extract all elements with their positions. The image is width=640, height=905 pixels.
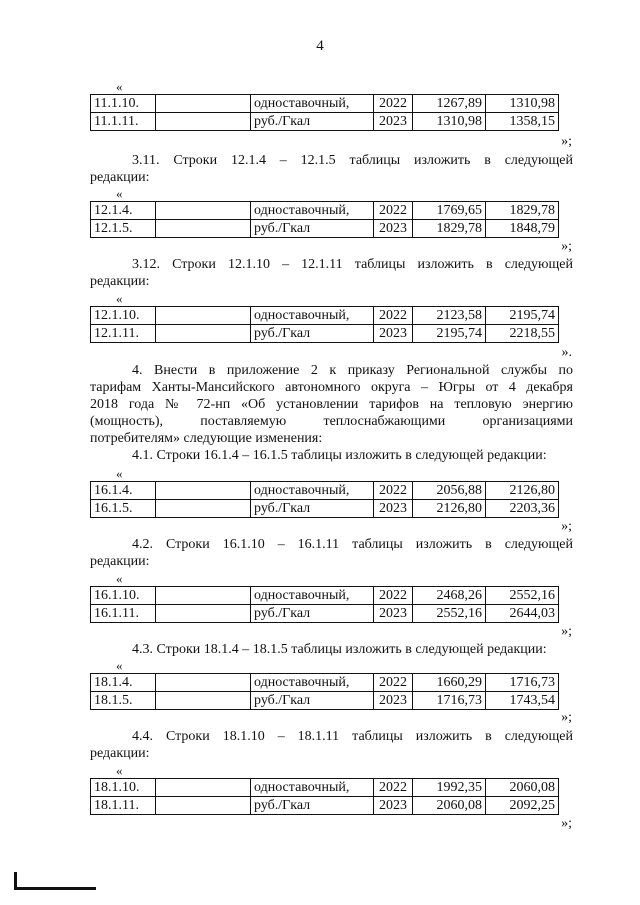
open-quote: « [116,466,123,481]
row-value-1: 1716,73 [413,692,486,710]
table-row [91,605,559,623]
paragraph-line: редакции: [90,274,150,289]
row-type: руб./Гкал [251,325,374,343]
row-code: 11.1.11. [91,113,156,131]
close-quote: »; [561,519,572,534]
row-name [156,500,251,518]
page-number: 4 [316,38,324,54]
row-value-1: 2123,58 [413,307,486,325]
row-value-1: 1769,65 [413,202,486,220]
close-quote: »; [561,134,572,149]
open-quote: « [116,571,123,586]
row-year: 2022 [374,95,413,113]
row-code: 12.1.11. [91,325,156,343]
row-type: руб./Гкал [251,797,374,815]
table-row [91,674,559,692]
paragraph-4-4 [90,728,573,762]
row-value-2: 1829,78 [486,202,559,220]
row-name [156,605,251,623]
close-quote: »; [561,710,572,725]
row-name [156,482,251,500]
row-year: 2023 [374,692,413,710]
table-row [91,95,559,113]
row-year: 2023 [374,113,413,131]
open-quote: « [116,79,123,94]
table-row [91,500,559,518]
row-type: одноставочный, [251,307,374,325]
row-year: 2022 [374,779,413,797]
row-type: одноставочный, [251,779,374,797]
row-value-1: 2195,74 [413,325,486,343]
row-value-2: 1358,15 [486,113,559,131]
row-name [156,202,251,220]
row-code: 16.1.4. [91,482,156,500]
row-value-1: 2552,16 [413,605,486,623]
row-value-2: 2126,80 [486,482,559,500]
row-code: 16.1.11. [91,605,156,623]
row-value-2: 2195,74 [486,307,559,325]
row-year: 2023 [374,605,413,623]
row-code: 16.1.5. [91,500,156,518]
paragraph-line: 3.11. Строки 12.1.4 – 12.1.5 таблицы изложить в следующей [132,153,573,168]
row-value-2: 1743,54 [486,692,559,710]
row-code: 16.1.10. [91,587,156,605]
table-row [91,220,559,238]
row-type: одноставочный, [251,587,374,605]
paragraph-3-12 [90,256,573,290]
open-quote: « [116,186,123,201]
table-row [91,482,559,500]
row-value-1: 1267,89 [413,95,486,113]
row-name [156,587,251,605]
paragraph-line: 4.4. Строки 18.1.10 – 18.1.11 таблицы изложить в следующей [132,729,573,744]
tariff-table-5 [90,586,559,623]
paragraph-4-3-wrap [90,641,573,658]
tariff-table-6 [90,673,559,710]
open-quote: « [116,763,123,778]
tariff-table-3 [90,306,559,343]
row-value-2: 2060,08 [486,779,559,797]
row-name [156,779,251,797]
row-name [156,325,251,343]
table-row [91,692,559,710]
paragraph-line: 3.12. Строки 12.1.10 – 12.1.11 таблицы изложить в следующей [132,257,573,272]
close-quote: »; [561,239,572,254]
row-year: 2022 [374,482,413,500]
table-row [91,797,559,815]
paragraph-line: редакции: [90,554,150,569]
row-name [156,692,251,710]
row-value-2: 1716,73 [486,674,559,692]
row-value-2: 1310,98 [486,95,559,113]
row-value-2: 2218,55 [486,325,559,343]
paragraph-line: редакции: [90,746,150,761]
row-value-1: 2060,08 [413,797,486,815]
row-value-1: 1660,29 [413,674,486,692]
open-quote: « [116,658,123,673]
paragraph-3-11 [90,152,573,186]
tariff-table-7 [90,778,559,815]
row-value-1: 2468,26 [413,587,486,605]
row-code: 18.1.4. [91,674,156,692]
row-value-1: 2056,88 [413,482,486,500]
row-value-1: 2126,80 [413,500,486,518]
row-year: 2022 [374,587,413,605]
paragraph-line: 4. Внести в приложение 2 к приказу Региональной службы по [132,363,573,378]
scan-footer-mark [14,887,96,890]
row-code: 18.1.10. [91,779,156,797]
close-quote: »; [561,624,572,639]
row-value-1: 1310,98 [413,113,486,131]
paragraph-4 [90,362,573,464]
paragraph-4-1: 4.1. Строки 16.1.4 – 16.1.5 таблицы изложить в следующей редакции: [132,448,547,463]
row-year: 2023 [374,500,413,518]
row-type: одноставочный, [251,202,374,220]
row-name [156,674,251,692]
row-year: 2022 [374,202,413,220]
row-type: руб./Гкал [251,500,374,518]
row-code: 12.1.4. [91,202,156,220]
open-quote: « [116,291,123,306]
row-code: 12.1.5. [91,220,156,238]
tariff-table-2 [90,201,559,238]
row-code: 18.1.11. [91,797,156,815]
row-type: руб./Гкал [251,692,374,710]
row-type: одноставочный, [251,674,374,692]
row-type: руб./Гкал [251,605,374,623]
paragraph-line: 4.2. Строки 16.1.10 – 16.1.11 таблицы изложить в следующей [132,537,573,552]
row-type: руб./Гкал [251,220,374,238]
row-value-1: 1992,35 [413,779,486,797]
row-type: одноставочный, [251,95,374,113]
row-value-2: 2203,36 [486,500,559,518]
tariff-table-4 [90,481,559,518]
row-code: 18.1.5. [91,692,156,710]
row-name [156,797,251,815]
row-type: руб./Гкал [251,113,374,131]
row-value-2: 2644,03 [486,605,559,623]
table-row [91,325,559,343]
close-quote: »; [561,816,572,831]
row-type: одноставочный, [251,482,374,500]
row-year: 2023 [374,325,413,343]
paragraph-line: (мощность), поставляемую теплоснабжающими организациями [90,414,573,429]
row-value-2: 2092,25 [486,797,559,815]
row-name [156,95,251,113]
row-year: 2023 [374,797,413,815]
tariff-table-1 [90,94,559,131]
row-code: 12.1.10. [91,307,156,325]
row-name [156,307,251,325]
table-row [91,779,559,797]
paragraph-line: тарифам Ханты-Мансийского автономного округа – Югры от 4 декабря [90,380,573,395]
row-code: 11.1.10. [91,95,156,113]
close-quote: ». [561,345,572,360]
table-row [91,587,559,605]
row-year: 2022 [374,307,413,325]
table-row [91,202,559,220]
row-name [156,113,251,131]
paragraph-4-3: 4.3. Строки 18.1.4 – 18.1.5 таблицы изложить в следующей редакции: [132,642,547,657]
row-name [156,220,251,238]
row-year: 2022 [374,674,413,692]
row-year: 2023 [374,220,413,238]
table-row [91,307,559,325]
paragraph-line: редакции: [90,170,150,185]
paragraph-line: потребителям» следующие изменения: [90,431,323,446]
paragraph-4-2 [90,536,573,570]
table-row [91,113,559,131]
row-value-2: 1848,79 [486,220,559,238]
paragraph-line: 2018 года № 72-нп «Об установлении тарифов на тепловую энергию [90,397,573,412]
row-value-1: 1829,78 [413,220,486,238]
row-value-2: 2552,16 [486,587,559,605]
